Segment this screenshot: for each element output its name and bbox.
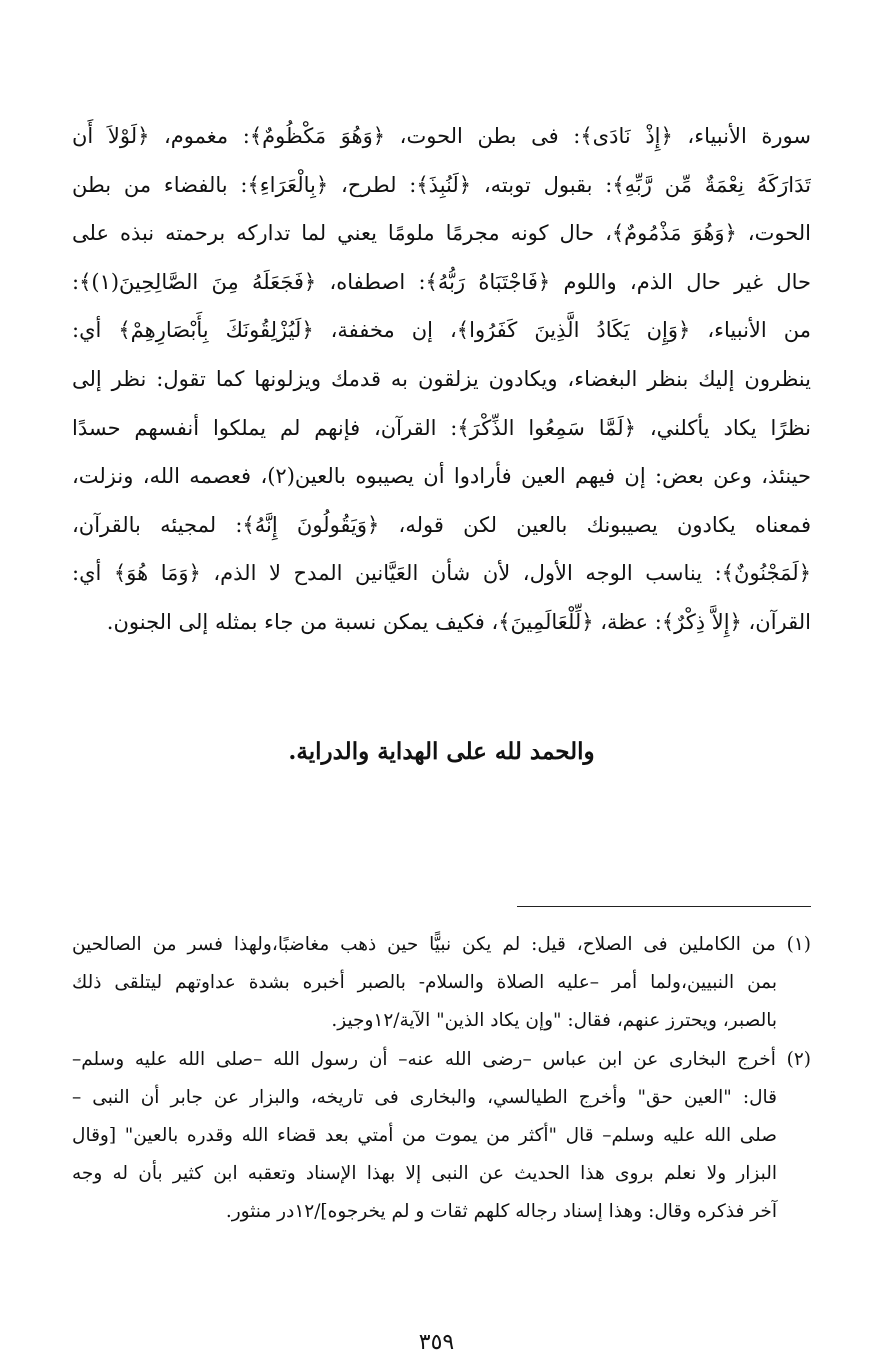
footnote-line: آخر فذكره وقال: وهذا إسناد رجاله كلهم ثقات و لم يخرجوه]/١٢در منثور.: [225, 1201, 777, 1223]
footnote-line: (٢) أخرج البخارى عن ابن عباس –رضى الله عنه– أن رسول الله –صلى الله عليه وسلم–: [72, 1048, 811, 1070]
footnote-line: قال: "العين حق" وأخرج الطيالسي، والبخارى فى تاريخه، والبزار عن جابر أن النبى –: [72, 1086, 777, 1108]
main-text-block: [72, 112, 811, 647]
footnote-line: بمن النبيين،ولما أمر –عليه الصلاة والسلام- بالصبر أخبره بشدة عداوتهم ليتلقى ذلك: [72, 972, 777, 994]
footnote-line: بالصبر، ويحترز عنهم، فقال: "وإن يكاد الذين" الآية/١٢وجيز.: [331, 1010, 777, 1032]
footnote-line: (١) من الكاملين فى الصلاح، قيل: لم يكن نبيًّا حين ذهب مغاضبًا،ولهذا فسر من الصالحين: [72, 934, 811, 955]
text-line: من الأنبياء، ﴿وَإِن يَكَادُ الَّذِينَ كَفَرُوا﴾، إن مخففة، ﴿لَيُزْلِقُونَكَ بِأَبْصَارِهِمْ﴾ أي:: [72, 318, 811, 343]
footnote-line: البزار ولا نعلم بروى هذا الحديث عن النبى إلا بهذا الإسناد وتعقبه ابن كثير بأن له وجه: [72, 1163, 777, 1185]
footnote-line: صلى الله عليه وسلم– قال "أكثر من يموت من أمتي بعد قضاء الله وقدره بالعين" [وقال: [72, 1125, 777, 1147]
closing-line: والحمد لله على الهداية والدراية.: [288, 738, 595, 765]
footnotes-block: [72, 926, 811, 1232]
text-line: تَدَارَكَهُ نِعْمَةٌ مِّن رَّبِّهِ﴾: بقبول توبته، ﴿لَنُبِذَ﴾: لطرح، ﴿بِالْعَرَاءِ﴾: بالفضاء من بطن: [72, 172, 811, 197]
text-line: حال غير حال الذم، واللوم ﴿فَاجْتَبَاهُ رَبُّهُ﴾: اصطفاه، ﴿فَجَعَلَهُ مِنَ الصَّالِحِينَ(١)﴾:: [72, 269, 811, 294]
footnote-separator: [517, 906, 811, 907]
text-line: حينئذ، وعن بعض: إن فيهم العين فأرادوا أن يصيبوه بالعين(٢)، فعصمه الله، ونزلت،: [72, 464, 811, 489]
text-line: ينظرون إليك بنظر البغضاء، ويكادون يزلقون به قدمك ويزلونها كما تقول: نظر إلى: [72, 366, 811, 391]
text-line: ﴿لَمَجْنُونٌ﴾: يناسب الوجه الأول، لأن شأن العَيَّانين المدح لا الذم، ﴿وَمَا هُوَ﴾ أي:: [72, 561, 811, 586]
text-line: سورة الأنبياء، ﴿إِذْ نَادَى﴾: فى بطن الحوت، ﴿وَهُوَ مَكْظُومٌ﴾: مغموم، ﴿لَوْلاَ أَن: [72, 124, 811, 148]
text-line: القرآن، ﴿إِلاَّ ذِكْرٌ﴾: عظة، ﴿لِّلْعَالَمِينَ﴾، فكيف يمكن نسبة من جاء بمثله إلى الجنون.: [106, 609, 811, 634]
text-line: فمعناه يكادون يصيبونك بالعين لكن قوله، ﴿وَيَقُولُونَ إِنَّهُ﴾: لمجيئه بالقرآن،: [72, 512, 811, 537]
page-number: ٣٥٩: [418, 1330, 455, 1355]
text-line: الحوت، ﴿وَهُوَ مَذْمُومٌ﴾، حال كونه مجرمًا ملومًا يعني لما تداركه برحمته نبذه على: [72, 221, 811, 246]
text-line: نظرًا يكاد يأكلني، ﴿لَمَّا سَمِعُوا الذِّكْرَ﴾: القرآن، فإنهم لم يملكوا أنفسهم حسدًا: [72, 415, 811, 440]
